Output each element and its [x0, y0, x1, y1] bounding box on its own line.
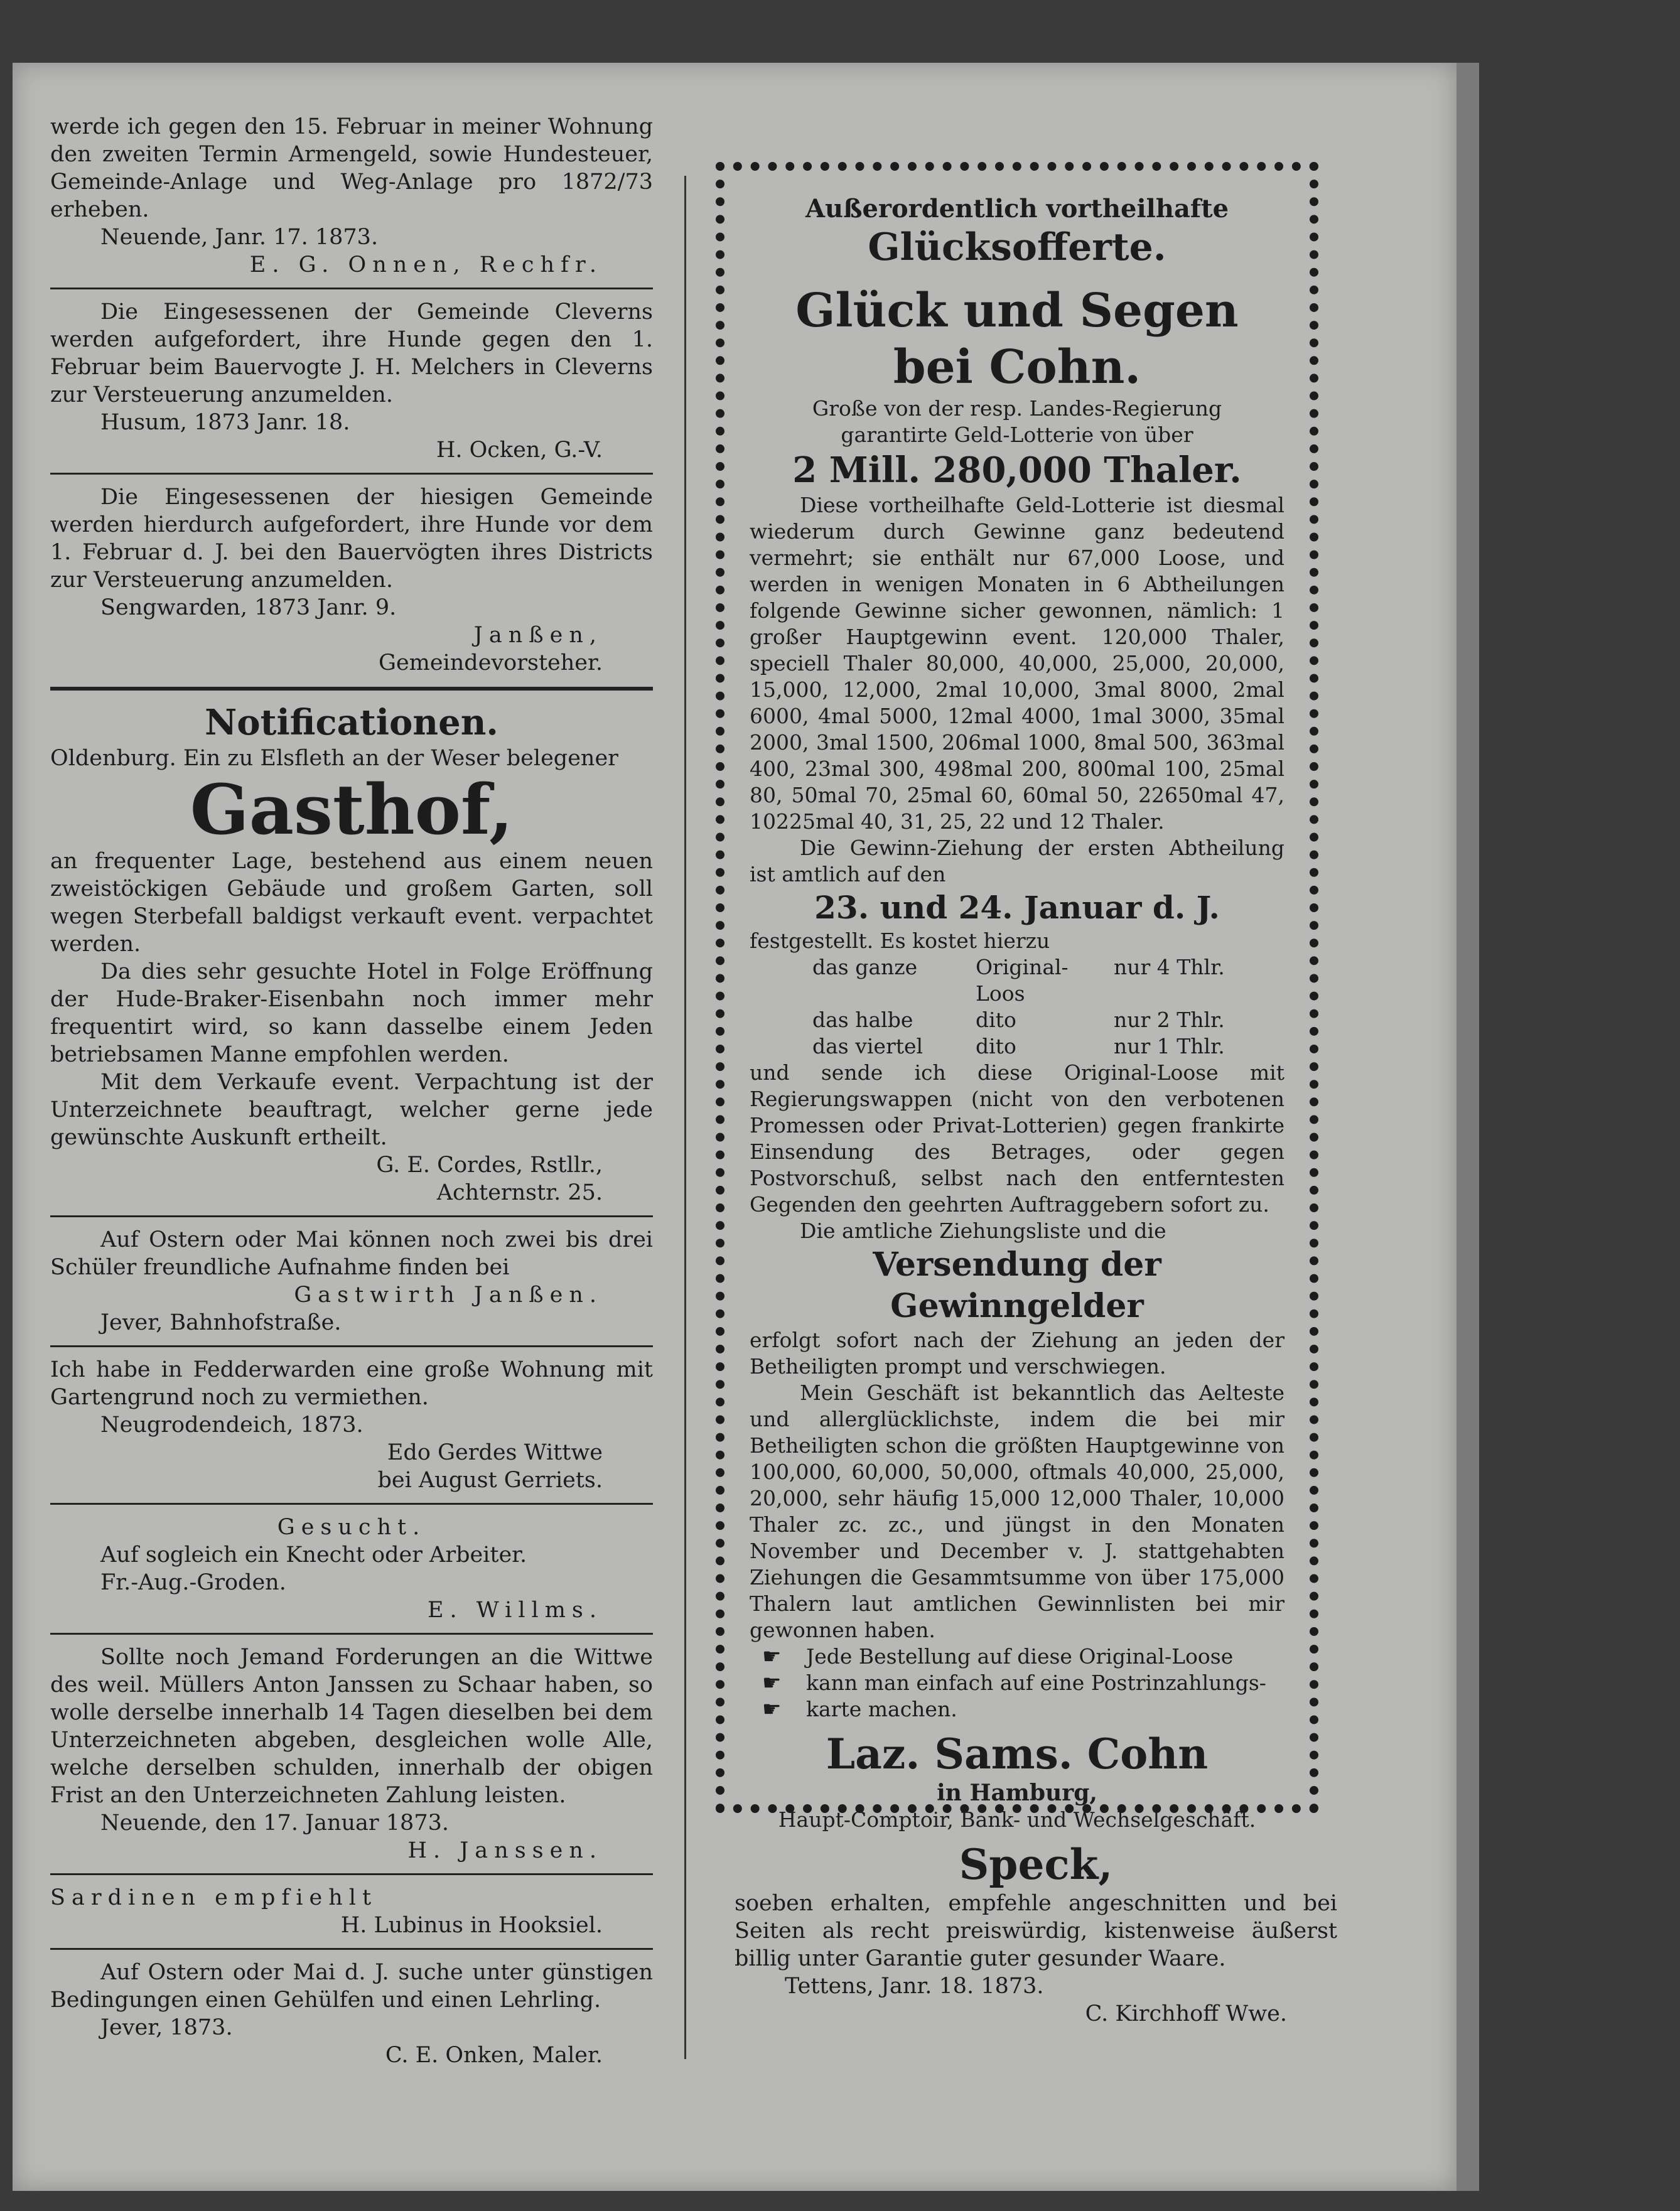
notice-1 — [50, 113, 653, 279]
notice-text: Die Eingesessenen der hiesigen Gemeinde werden hierdurch aufgefordert, ihre Hunde vor dem 1. Februar d. J. bei den Bauervögten ihres Districts zur Versteuerung anzumelden. — [50, 485, 653, 593]
divider — [50, 1215, 653, 1217]
price-item: das halbe — [812, 1008, 913, 1032]
ad-text: Die Gewinn-Ziehung der ersten Abtheilung ist amtlich auf den — [750, 836, 1284, 886]
divider — [50, 1873, 653, 1875]
ad-headline: Glück und Segen bei Cohn. — [795, 284, 1239, 394]
notice-signature: Gastwirth Janßen. — [294, 1283, 603, 1308]
price-item: das viertel — [812, 1034, 923, 1058]
notice-signature: E. G. Onnen, Rechfr. — [249, 252, 603, 277]
ad-note-text: karte machen. — [806, 1697, 957, 1721]
price-value: nur 4 Thlr. — [1114, 955, 1225, 979]
ad-amount: 2 Mill. 280,000 Thaler. — [792, 449, 1242, 491]
pointing-hand-icon: ☛ — [762, 1697, 782, 1722]
notice-text: Auf Ostern oder Mai können noch zwei bis drei Schüler freundliche Aufnahme finden bei — [50, 1227, 653, 1280]
notice-headline: Speck, — [959, 1840, 1113, 1889]
price-row — [750, 1033, 1284, 1060]
divider — [50, 473, 653, 475]
notice-text: an frequenter Lage, bestehend aus einem neuen zweistöckigen Gebäude und großem Garten, soll wegen Sterbefall baldigst verkauft event. verpachtet werden. — [50, 849, 653, 957]
ad-draw-date: 23. und 24. Januar d. J. — [814, 889, 1220, 926]
notice-title: Gesucht. — [277, 1515, 426, 1540]
pointing-hand-icon: ☛ — [762, 1670, 782, 1696]
notice-10 — [50, 1959, 653, 2069]
ad-title: Glücksofferte. — [868, 225, 1166, 269]
price-list — [750, 954, 1284, 1060]
notice-signature: H. Ocken, G.-V. — [436, 438, 603, 463]
ad-subheadline: Versendung der Gewinngelder — [873, 1245, 1161, 1325]
notice-text: werde ich gegen den 15. Februar in meiner Wohnung den zweiten Termin Armengeld, sowie Hundesteuer, Gemeinde-Anlage und Weg-Anlage pro 1872/73 erheben. — [50, 114, 653, 222]
ad-text: Diese vortheilhafte Geld-Lotterie ist diesmal wiederum durch Gewinne ganz bedeutend vermehrt; sie enthält nur 67,000 Loose, und werden in wenigen Monaten in 6 Abtheilungen folgende Gewinne sicher gewonnen, nämlich: 1 großer Hauptgewinn event. 120,000 Thaler, speciell Thaler 80,000, 40,000, 25,000, 20,000, 15,000, 12,000, 2mal 10,000, 3mal 8000, 2mal 6000, 4mal 5000, 12mal 4000, 1mal 3000, 35mal 2000, 3mal 1500, 206mal 1000, 8mal 500, 363mal 400, 23mal 300, 498mal 200, 800mal 100, 25mal 80, 50mal 70, 25mal 60, 60mal 50, 22650mal 47, 10225mal 40, 31, 25, 22 und 12 Thaler. — [750, 493, 1284, 834]
ad-text: und sende ich diese Original-Loose mit Regierungswappen (nicht von den verbotenen Promessen oder Privat-Lotterien) gegen frankirte Einsendung des Betrages, oder gegen Postvorschuß, selbst nach den entferntesten Gegenden den geehrten Auftraggebern sofort zu. — [750, 1060, 1284, 1217]
notice-headline: Gasthof, — [190, 769, 514, 850]
page-edge — [1457, 63, 1479, 2191]
notice-signature: Edo Gerdes Wittwe — [387, 1440, 603, 1465]
notice-text: Ich habe in Fedderwarden eine große Wohnung mit Gartengrund noch zu vermiethen. — [50, 1357, 653, 1410]
notice-place: Jever, 1873. — [100, 2015, 233, 2040]
divider — [50, 1948, 653, 1950]
notice-5 — [50, 1226, 653, 1337]
notice-signature: C. E. Onken, Maler. — [385, 2043, 603, 2068]
notice-9 — [50, 1884, 653, 1939]
price-item: dito — [976, 1008, 1016, 1032]
price-row — [750, 954, 1284, 1007]
price-item: das ganze — [812, 955, 918, 979]
price-item: Original-Loos — [976, 955, 1069, 1006]
price-row — [750, 1007, 1284, 1033]
price-item: dito — [976, 1034, 1016, 1058]
notice-3 — [50, 483, 653, 677]
notice-7 — [50, 1514, 653, 1624]
notice-intro: Oldenburg. Ein zu Elsfleth an der Weser belegener — [50, 746, 618, 771]
notice-signature: E. Willms. — [427, 1598, 603, 1623]
ad-note-line — [750, 1643, 1284, 1670]
left-column — [50, 113, 653, 2069]
divider — [50, 288, 653, 289]
notice-address: Achternstr. 25. — [436, 1180, 603, 1205]
notice-2 — [50, 298, 653, 464]
notice-place: Tettens, Janr. 18. 1873. — [785, 1974, 1044, 1999]
notice-text: Sardinen empfiehlt — [50, 1885, 378, 1910]
price-value: nur 1 Thlr. — [1114, 1034, 1225, 1058]
section-divider — [50, 687, 653, 691]
ad-text: Die amtliche Ziehungsliste und die — [800, 1218, 1166, 1243]
notice-place: Neugrodendeich, 1873. — [100, 1412, 363, 1438]
notice-4 — [50, 745, 653, 1207]
divider — [50, 1633, 653, 1635]
notice-signature: H. Janssen. — [407, 1838, 603, 1863]
ad-firm-name: Laz. Sams. Cohn — [826, 1730, 1209, 1778]
notice-text: Auf sogleich ein Knecht oder Arbeiter. — [100, 1542, 527, 1568]
speck-notice — [735, 1839, 1337, 2028]
ad-firm-place: in Hamburg, — [937, 1780, 1097, 1806]
ad-text: erfolgt sofort nach der Ziehung an jeden der Betheiligten prompt und verschwiegen. — [750, 1328, 1284, 1379]
notice-signature: bei August Gerriets. — [377, 1468, 603, 1493]
ad-title-line: Außerordentlich vortheilhafte — [805, 194, 1229, 223]
notice-8 — [50, 1643, 653, 1864]
ad-firm-description: Haupt-Comptoir, Bank- und Wechselgeschäft. — [778, 1807, 1256, 1832]
notice-text: Die Eingesessenen der Gemeinde Cleverns werden aufgefordert, ihre Hunde gegen den 1. Februar beim Bauervogte J. H. Melchers in Cleverns zur Versteuerung anzumelden. — [50, 299, 653, 407]
notice-6 — [50, 1356, 653, 1494]
notice-place: Sengwarden, 1873 Janr. 9. — [100, 595, 397, 620]
notice-text: Sollte noch Jemand Forderungen an die Wittwe des weil. Müllers Anton Janssen zu Schaar haben, so wolle derselbe innerhalb 14 Tagen dieselben bei dem Unterzeichneten abgeben, desgleichen wolle Alle, welche derselben schulden, innerhalb der obigen Frist an den Unterzeichneten Zahlung leisten. — [50, 1645, 653, 1808]
notice-place: Neuende, Janr. 17. 1873. — [100, 225, 379, 250]
ad-subtitle: Große von der resp. Landes-Regierung — [812, 396, 1222, 421]
ad-text: festgestellt. Es kostet hierzu — [750, 928, 1050, 953]
notice-text: Mit dem Verkaufe event. Verpachtung ist der Unterzeichnete beauftragt, welcher gerne jede gewünschte Auskunft ertheilt. — [50, 1070, 653, 1150]
notice-place: Neuende, den 17. Januar 1873. — [100, 1810, 449, 1836]
section-heading: Notificationen. — [205, 702, 498, 743]
ad-note-line — [750, 1670, 1284, 1696]
notice-signature: H. Lubinus in Hooksiel. — [340, 1913, 603, 1938]
notice-place: Fr.-Aug.-Groden. — [100, 1570, 286, 1595]
notice-text: Da dies sehr gesuchte Hotel in Folge Eröffnung der Hude-Braker-Eisenbahn noch immer mehr frequentirt wird, so kann dasselbe einem Jeden betriebsamen Manne empfohlen werden. — [50, 959, 653, 1067]
lottery-advertisement — [716, 162, 1318, 1832]
ad-note-text: kann man einfach auf eine Postrinzahlungs- — [806, 1670, 1266, 1695]
notice-signature-title: Gemeindevorsteher. — [378, 650, 603, 675]
notice-place: Jever, Bahnhofstraße. — [100, 1310, 342, 1335]
ad-text: Mein Geschäft ist bekanntlich das Aelteste und allerglücklichste, indem die bei mir Betheiligten schon die größten Hauptgewinne von 100,000, 60,000, 50,000, oftmals 40,000, 25,000, 20,000, sehr häufig 15,000 12,000 Thaler, 10,000 Thaler zc. zc., und jüngst in den Monaten November und December v. J. stattgehabten Ziehungen die Gesammtsumme von über 175,000 Thalern laut amtlichen Gewinnlisten bei mir gewonnen haben. — [750, 1380, 1284, 1642]
notice-signature: G. E. Cordes, Rstllr., — [376, 1153, 603, 1178]
divider — [50, 1345, 653, 1347]
pointing-hand-icon: ☛ — [762, 1644, 782, 1669]
price-value: nur 2 Thlr. — [1114, 1008, 1225, 1032]
column-separator — [684, 176, 686, 2059]
divider — [50, 1503, 653, 1505]
notice-place: Husum, 1873 Janr. 18. — [100, 410, 350, 435]
ad-note-line — [750, 1696, 1284, 1723]
ad-subtitle: garantirte Geld-Lotterie von über — [841, 422, 1193, 447]
notice-text: Auf Ostern oder Mai d. J. suche unter günstigen Bedingungen einen Gehülfen und einen Lehrling. — [50, 1960, 653, 2013]
notice-signature: C. Kirchhoff Wwe. — [1085, 2001, 1287, 2026]
notice-signature: Janßen, — [473, 623, 603, 648]
notice-text: soeben erhalten, empfehle angeschnitten und bei Seiten als recht preiswürdig, kistenweise äußerst billig unter Garantie guter gesunder Waare. — [735, 1891, 1337, 1971]
ad-note-text: Jede Bestellung auf diese Original-Loose — [806, 1644, 1234, 1669]
